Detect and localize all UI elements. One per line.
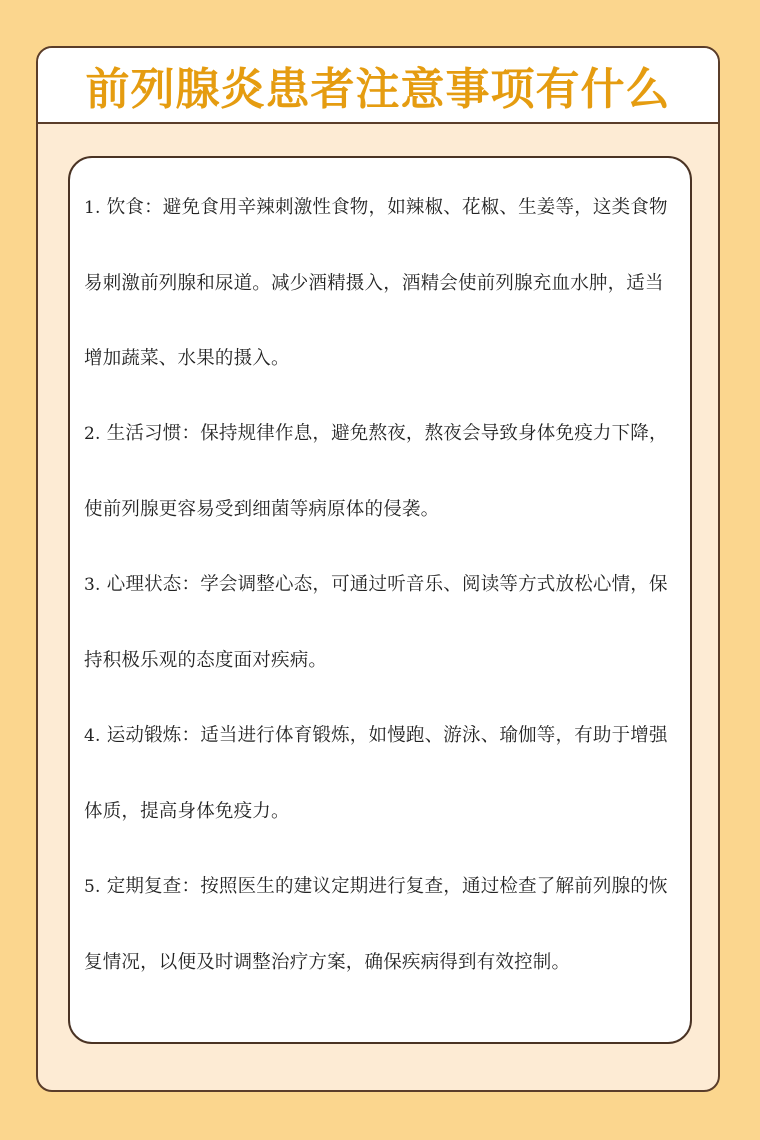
card-header [38,48,718,124]
tip-diet [84,170,676,396]
tip-number: 3. [84,575,101,595]
info-card [36,46,720,1092]
tip-lifestyle [84,396,676,547]
tip-number: 2. [84,424,101,444]
tip-checkup [84,849,676,1000]
tip-number: 4. [84,726,101,746]
tip-exercise [84,698,676,849]
tip-number: 5. [84,877,101,897]
page-title: 前列腺炎患者注意事项有什么 [85,64,671,115]
tip-text: 饮食：避免食用辛辣刺激性食物，如辣椒、花椒、生姜等，这类食物易刺激前列腺和尿道。减少酒精摄入，酒精会使前列腺充血水肿，适当增加蔬菜、水果的摄入。 [84,197,668,369]
content-box [68,156,692,1044]
tip-number: 1. [84,198,101,218]
tip-text: 心理状态：学会调整心态，可通过听音乐、阅读等方式放松心情，保持积极乐观的态度面对疾病。 [84,574,668,671]
tip-mental-state [84,547,676,698]
tip-text: 生活习惯：保持规律作息，避免熬夜，熬夜会导致身体免疫力下降，使前列腺更容易受到细菌等病原体的侵袭。 [84,423,668,520]
tip-text: 定期复查：按照医生的建议定期进行复查，通过检查了解前列腺的恢复情况，以便及时调整治疗方案，确保疾病得到有效控制。 [84,876,668,973]
tip-text: 运动锻炼：适当进行体育锻炼，如慢跑、游泳、瑜伽等，有助于增强体质，提高身体免疫力。 [84,725,668,822]
